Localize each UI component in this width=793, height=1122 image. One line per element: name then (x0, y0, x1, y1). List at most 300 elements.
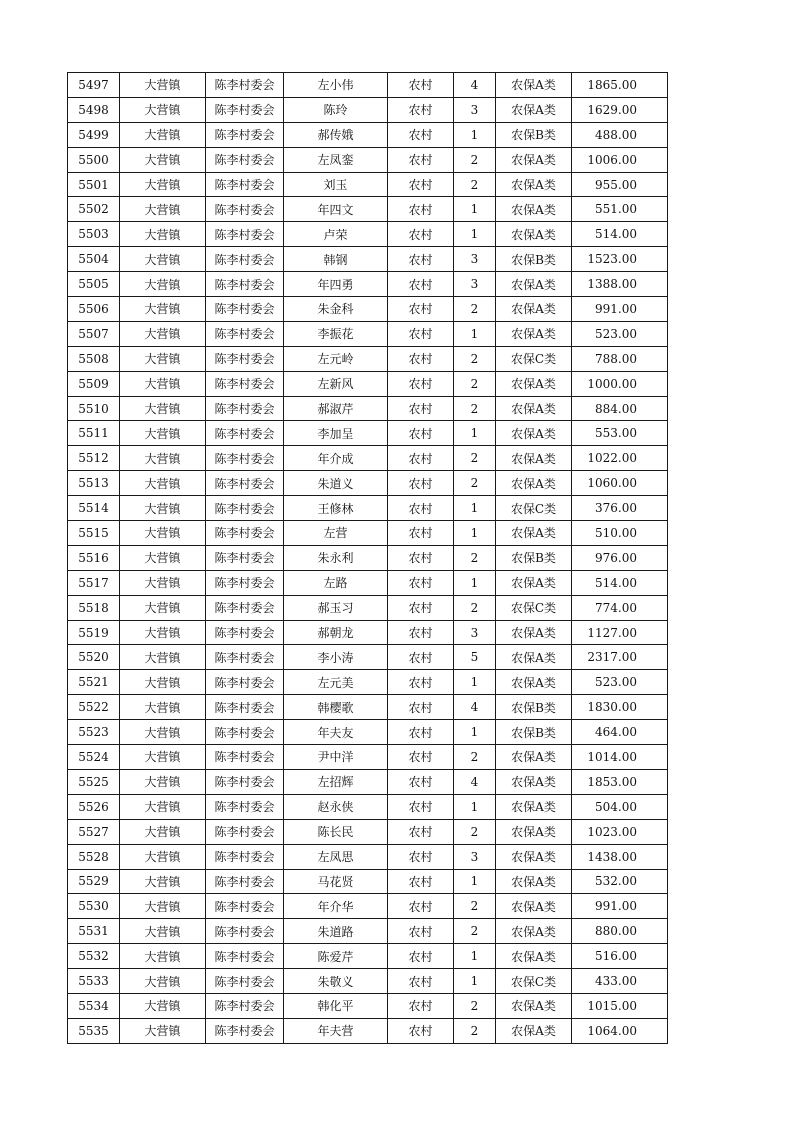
row-id-cell: 5498 (68, 97, 120, 122)
person-count-cell: 3 (454, 844, 496, 869)
person-count-cell: 2 (454, 919, 496, 944)
amount-cell: 523.00 (572, 670, 668, 695)
household-type-cell: 农村 (388, 297, 454, 322)
person-count-cell: 3 (454, 272, 496, 297)
category-cell: 农保A类 (496, 421, 572, 446)
category-cell: 农保C类 (496, 496, 572, 521)
household-type-cell: 农村 (388, 745, 454, 770)
category-cell: 农保A类 (496, 645, 572, 670)
row-id-cell: 5500 (68, 147, 120, 172)
row-id-cell: 5523 (68, 720, 120, 745)
table-row (68, 819, 668, 844)
name-cell: 韩樱歌 (284, 695, 388, 720)
household-type-cell: 农村 (388, 819, 454, 844)
row-id-cell: 5518 (68, 595, 120, 620)
household-type-cell: 农村 (388, 969, 454, 994)
household-type-cell: 农村 (388, 73, 454, 98)
name-cell: 年夫友 (284, 720, 388, 745)
name-cell: 韩化平 (284, 993, 388, 1018)
town-cell: 大营镇 (120, 396, 206, 421)
row-id-cell: 5529 (68, 869, 120, 894)
amount-cell: 1127.00 (572, 620, 668, 645)
amount-cell: 788.00 (572, 346, 668, 371)
person-count-cell: 1 (454, 421, 496, 446)
person-count-cell: 2 (454, 147, 496, 172)
person-count-cell: 2 (454, 446, 496, 471)
row-id-cell: 5507 (68, 321, 120, 346)
name-cell: 李加呈 (284, 421, 388, 446)
row-id-cell: 5501 (68, 172, 120, 197)
row-id-cell: 5505 (68, 272, 120, 297)
person-count-cell: 1 (454, 222, 496, 247)
household-type-cell: 农村 (388, 769, 454, 794)
row-id-cell: 5534 (68, 993, 120, 1018)
household-type-cell: 农村 (388, 545, 454, 570)
table-row (68, 769, 668, 794)
village-cell: 陈李村委会 (206, 122, 284, 147)
town-cell: 大营镇 (120, 745, 206, 770)
person-count-cell: 3 (454, 620, 496, 645)
table-row (68, 172, 668, 197)
name-cell: 左元岭 (284, 346, 388, 371)
category-cell: 农保C类 (496, 346, 572, 371)
amount-cell: 376.00 (572, 496, 668, 521)
table-row (68, 993, 668, 1018)
town-cell: 大营镇 (120, 297, 206, 322)
amount-cell: 433.00 (572, 969, 668, 994)
category-cell: 农保C类 (496, 595, 572, 620)
name-cell: 年四文 (284, 197, 388, 222)
table-row (68, 496, 668, 521)
amount-cell: 1523.00 (572, 247, 668, 272)
name-cell: 左新风 (284, 371, 388, 396)
town-cell: 大营镇 (120, 73, 206, 98)
household-type-cell: 农村 (388, 247, 454, 272)
table-row (68, 147, 668, 172)
amount-cell: 532.00 (572, 869, 668, 894)
name-cell: 陈玲 (284, 97, 388, 122)
name-cell: 左招辉 (284, 769, 388, 794)
village-cell: 陈李村委会 (206, 844, 284, 869)
row-id-cell: 5520 (68, 645, 120, 670)
name-cell: 卢荣 (284, 222, 388, 247)
household-type-cell: 农村 (388, 97, 454, 122)
row-id-cell: 5508 (68, 346, 120, 371)
amount-cell: 504.00 (572, 794, 668, 819)
village-cell: 陈李村委会 (206, 471, 284, 496)
table-row (68, 247, 668, 272)
person-count-cell: 2 (454, 819, 496, 844)
row-id-cell: 5509 (68, 371, 120, 396)
table-row (68, 122, 668, 147)
town-cell: 大营镇 (120, 969, 206, 994)
row-id-cell: 5504 (68, 247, 120, 272)
category-cell: 农保B类 (496, 247, 572, 272)
village-cell: 陈李村委会 (206, 371, 284, 396)
town-cell: 大营镇 (120, 720, 206, 745)
table-row (68, 794, 668, 819)
table-row (68, 720, 668, 745)
person-count-cell: 1 (454, 570, 496, 595)
household-type-cell: 农村 (388, 695, 454, 720)
person-count-cell: 3 (454, 97, 496, 122)
amount-cell: 1022.00 (572, 446, 668, 471)
village-cell: 陈李村委会 (206, 869, 284, 894)
row-id-cell: 5513 (68, 471, 120, 496)
table-row (68, 894, 668, 919)
household-type-cell: 农村 (388, 496, 454, 521)
village-cell: 陈李村委会 (206, 197, 284, 222)
village-cell: 陈李村委会 (206, 446, 284, 471)
name-cell: 左小伟 (284, 73, 388, 98)
village-cell: 陈李村委会 (206, 695, 284, 720)
table-row (68, 745, 668, 770)
row-id-cell: 5502 (68, 197, 120, 222)
household-type-cell: 农村 (388, 844, 454, 869)
village-cell: 陈李村委会 (206, 73, 284, 98)
amount-cell: 1023.00 (572, 819, 668, 844)
village-cell: 陈李村委会 (206, 297, 284, 322)
table-row (68, 446, 668, 471)
table-row (68, 197, 668, 222)
subsidy-roster-table (67, 72, 668, 1044)
person-count-cell: 4 (454, 73, 496, 98)
person-count-cell: 5 (454, 645, 496, 670)
village-cell: 陈李村委会 (206, 97, 284, 122)
village-cell: 陈李村委会 (206, 993, 284, 1018)
person-count-cell: 1 (454, 321, 496, 346)
household-type-cell: 农村 (388, 396, 454, 421)
village-cell: 陈李村委会 (206, 272, 284, 297)
name-cell: 朱永利 (284, 545, 388, 570)
person-count-cell: 2 (454, 172, 496, 197)
town-cell: 大营镇 (120, 371, 206, 396)
town-cell: 大营镇 (120, 695, 206, 720)
town-cell: 大营镇 (120, 769, 206, 794)
amount-cell: 1060.00 (572, 471, 668, 496)
amount-cell: 1853.00 (572, 769, 668, 794)
town-cell: 大营镇 (120, 147, 206, 172)
amount-cell: 884.00 (572, 396, 668, 421)
village-cell: 陈李村委会 (206, 172, 284, 197)
table-row (68, 695, 668, 720)
row-id-cell: 5528 (68, 844, 120, 869)
category-cell: 农保A类 (496, 819, 572, 844)
table-row (68, 297, 668, 322)
household-type-cell: 农村 (388, 894, 454, 919)
category-cell: 农保A类 (496, 371, 572, 396)
village-cell: 陈李村委会 (206, 894, 284, 919)
person-count-cell: 2 (454, 297, 496, 322)
amount-cell: 1629.00 (572, 97, 668, 122)
village-cell: 陈李村委会 (206, 720, 284, 745)
village-cell: 陈李村委会 (206, 545, 284, 570)
name-cell: 郝传娥 (284, 122, 388, 147)
table-row (68, 346, 668, 371)
person-count-cell: 3 (454, 247, 496, 272)
person-count-cell: 1 (454, 944, 496, 969)
row-id-cell: 5511 (68, 421, 120, 446)
table-row (68, 545, 668, 570)
amount-cell: 880.00 (572, 919, 668, 944)
name-cell: 马花贤 (284, 869, 388, 894)
row-id-cell: 5517 (68, 570, 120, 595)
village-cell: 陈李村委会 (206, 969, 284, 994)
town-cell: 大营镇 (120, 595, 206, 620)
amount-cell: 1438.00 (572, 844, 668, 869)
amount-cell: 1014.00 (572, 745, 668, 770)
amount-cell: 1015.00 (572, 993, 668, 1018)
row-id-cell: 5532 (68, 944, 120, 969)
name-cell: 左元美 (284, 670, 388, 695)
table-row (68, 645, 668, 670)
name-cell: 尹中洋 (284, 745, 388, 770)
person-count-cell: 2 (454, 371, 496, 396)
amount-cell: 1830.00 (572, 695, 668, 720)
table-row (68, 73, 668, 98)
amount-cell: 1000.00 (572, 371, 668, 396)
town-cell: 大营镇 (120, 545, 206, 570)
village-cell: 陈李村委会 (206, 819, 284, 844)
village-cell: 陈李村委会 (206, 645, 284, 670)
amount-cell: 553.00 (572, 421, 668, 446)
name-cell: 赵永侠 (284, 794, 388, 819)
category-cell: 农保A类 (496, 197, 572, 222)
village-cell: 陈李村委会 (206, 496, 284, 521)
name-cell: 年介华 (284, 894, 388, 919)
amount-cell: 514.00 (572, 570, 668, 595)
village-cell: 陈李村委会 (206, 222, 284, 247)
household-type-cell: 农村 (388, 222, 454, 247)
row-id-cell: 5521 (68, 670, 120, 695)
category-cell: 农保B类 (496, 695, 572, 720)
row-id-cell: 5514 (68, 496, 120, 521)
table-row (68, 944, 668, 969)
village-cell: 陈李村委会 (206, 944, 284, 969)
amount-cell: 2317.00 (572, 645, 668, 670)
person-count-cell: 4 (454, 769, 496, 794)
row-id-cell: 5526 (68, 794, 120, 819)
household-type-cell: 农村 (388, 197, 454, 222)
person-count-cell: 1 (454, 521, 496, 546)
table-row (68, 272, 668, 297)
table-row (68, 869, 668, 894)
town-cell: 大营镇 (120, 894, 206, 919)
name-cell: 朱金科 (284, 297, 388, 322)
village-cell: 陈李村委会 (206, 595, 284, 620)
table-row (68, 844, 668, 869)
household-type-cell: 农村 (388, 645, 454, 670)
town-cell: 大营镇 (120, 620, 206, 645)
category-cell: 农保A类 (496, 769, 572, 794)
category-cell: 农保A类 (496, 396, 572, 421)
amount-cell: 464.00 (572, 720, 668, 745)
person-count-cell: 2 (454, 1018, 496, 1043)
household-type-cell: 农村 (388, 919, 454, 944)
household-type-cell: 农村 (388, 471, 454, 496)
category-cell: 农保A类 (496, 993, 572, 1018)
table-row (68, 595, 668, 620)
town-cell: 大营镇 (120, 471, 206, 496)
person-count-cell: 2 (454, 745, 496, 770)
village-cell: 陈李村委会 (206, 1018, 284, 1043)
person-count-cell: 1 (454, 197, 496, 222)
person-count-cell: 2 (454, 894, 496, 919)
person-count-cell: 1 (454, 670, 496, 695)
category-cell: 农保A类 (496, 147, 572, 172)
category-cell: 农保B类 (496, 545, 572, 570)
town-cell: 大营镇 (120, 97, 206, 122)
amount-cell: 1388.00 (572, 272, 668, 297)
table-row (68, 521, 668, 546)
row-id-cell: 5503 (68, 222, 120, 247)
household-type-cell: 农村 (388, 1018, 454, 1043)
name-cell: 王修林 (284, 496, 388, 521)
category-cell: 农保A类 (496, 272, 572, 297)
person-count-cell: 1 (454, 496, 496, 521)
row-id-cell: 5524 (68, 745, 120, 770)
household-type-cell: 农村 (388, 869, 454, 894)
row-id-cell: 5535 (68, 1018, 120, 1043)
name-cell: 李小涛 (284, 645, 388, 670)
category-cell: 农保B类 (496, 720, 572, 745)
town-cell: 大营镇 (120, 197, 206, 222)
town-cell: 大营镇 (120, 346, 206, 371)
person-count-cell: 2 (454, 545, 496, 570)
row-id-cell: 5499 (68, 122, 120, 147)
village-cell: 陈李村委会 (206, 421, 284, 446)
town-cell: 大营镇 (120, 819, 206, 844)
village-cell: 陈李村委会 (206, 521, 284, 546)
row-id-cell: 5515 (68, 521, 120, 546)
row-id-cell: 5531 (68, 919, 120, 944)
person-count-cell: 4 (454, 695, 496, 720)
category-cell: 农保A类 (496, 620, 572, 645)
table-row (68, 371, 668, 396)
name-cell: 郝玉习 (284, 595, 388, 620)
table-row (68, 97, 668, 122)
row-id-cell: 5516 (68, 545, 120, 570)
town-cell: 大营镇 (120, 794, 206, 819)
category-cell: 农保A类 (496, 944, 572, 969)
village-cell: 陈李村委会 (206, 919, 284, 944)
row-id-cell: 5522 (68, 695, 120, 720)
village-cell: 陈李村委会 (206, 147, 284, 172)
village-cell: 陈李村委会 (206, 321, 284, 346)
category-cell: 农保A类 (496, 446, 572, 471)
amount-cell: 1006.00 (572, 147, 668, 172)
person-count-cell: 1 (454, 869, 496, 894)
town-cell: 大营镇 (120, 496, 206, 521)
village-cell: 陈李村委会 (206, 794, 284, 819)
category-cell: 农保A类 (496, 172, 572, 197)
category-cell: 农保A类 (496, 297, 572, 322)
amount-cell: 1064.00 (572, 1018, 668, 1043)
table-row (68, 570, 668, 595)
category-cell: 农保A类 (496, 1018, 572, 1043)
table-row (68, 421, 668, 446)
household-type-cell: 农村 (388, 521, 454, 546)
row-id-cell: 5506 (68, 297, 120, 322)
town-cell: 大营镇 (120, 446, 206, 471)
household-type-cell: 农村 (388, 321, 454, 346)
category-cell: 农保A类 (496, 670, 572, 695)
row-id-cell: 5512 (68, 446, 120, 471)
amount-cell: 488.00 (572, 122, 668, 147)
village-cell: 陈李村委会 (206, 620, 284, 645)
category-cell: 农保A类 (496, 894, 572, 919)
amount-cell: 551.00 (572, 197, 668, 222)
row-id-cell: 5510 (68, 396, 120, 421)
row-id-cell: 5530 (68, 894, 120, 919)
household-type-cell: 农村 (388, 620, 454, 645)
household-type-cell: 农村 (388, 446, 454, 471)
town-cell: 大营镇 (120, 247, 206, 272)
name-cell: 朱敬义 (284, 969, 388, 994)
amount-cell: 991.00 (572, 297, 668, 322)
amount-cell: 991.00 (572, 894, 668, 919)
name-cell: 陈长民 (284, 819, 388, 844)
person-count-cell: 1 (454, 969, 496, 994)
amount-cell: 1865.00 (572, 73, 668, 98)
category-cell: 农保A类 (496, 794, 572, 819)
table-row (68, 222, 668, 247)
town-cell: 大营镇 (120, 122, 206, 147)
town-cell: 大营镇 (120, 993, 206, 1018)
village-cell: 陈李村委会 (206, 769, 284, 794)
town-cell: 大营镇 (120, 272, 206, 297)
row-id-cell: 5533 (68, 969, 120, 994)
name-cell: 年介成 (284, 446, 388, 471)
household-type-cell: 农村 (388, 172, 454, 197)
row-id-cell: 5497 (68, 73, 120, 98)
household-type-cell: 农村 (388, 670, 454, 695)
name-cell: 李振花 (284, 321, 388, 346)
village-cell: 陈李村委会 (206, 570, 284, 595)
village-cell: 陈李村委会 (206, 670, 284, 695)
roster-body (68, 73, 668, 1044)
household-type-cell: 农村 (388, 421, 454, 446)
village-cell: 陈李村委会 (206, 396, 284, 421)
name-cell: 左凤思 (284, 844, 388, 869)
amount-cell: 976.00 (572, 545, 668, 570)
category-cell: 农保A类 (496, 222, 572, 247)
name-cell: 朱道义 (284, 471, 388, 496)
household-type-cell: 农村 (388, 944, 454, 969)
table-row (68, 1018, 668, 1043)
town-cell: 大营镇 (120, 844, 206, 869)
village-cell: 陈李村委会 (206, 346, 284, 371)
table-row (68, 969, 668, 994)
household-type-cell: 农村 (388, 993, 454, 1018)
amount-cell: 774.00 (572, 595, 668, 620)
name-cell: 韩钢 (284, 247, 388, 272)
town-cell: 大营镇 (120, 321, 206, 346)
household-type-cell: 农村 (388, 122, 454, 147)
name-cell: 左路 (284, 570, 388, 595)
town-cell: 大营镇 (120, 919, 206, 944)
person-count-cell: 2 (454, 396, 496, 421)
village-cell: 陈李村委会 (206, 247, 284, 272)
amount-cell: 955.00 (572, 172, 668, 197)
category-cell: 农保A类 (496, 321, 572, 346)
table-row (68, 620, 668, 645)
town-cell: 大营镇 (120, 670, 206, 695)
person-count-cell: 1 (454, 720, 496, 745)
person-count-cell: 2 (454, 993, 496, 1018)
amount-cell: 523.00 (572, 321, 668, 346)
household-type-cell: 农村 (388, 346, 454, 371)
